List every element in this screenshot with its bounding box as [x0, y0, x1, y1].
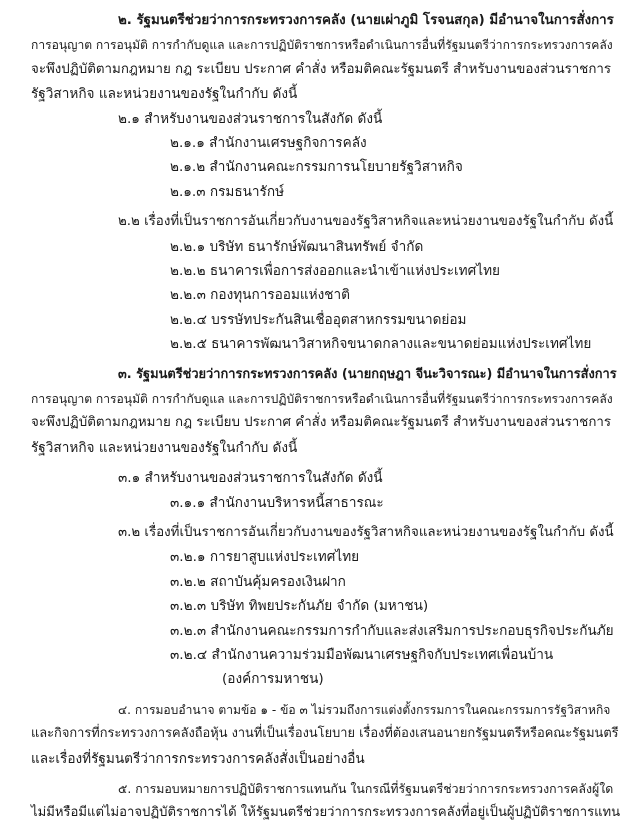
- section-4-line-1: ๔. การมอบอำนาจ ตามข้อ ๑ - ข้อ ๓ ไม่รวมถึงการแต่งตั้งกรรมการในคณะกรรมการรัฐวิสาหกิจ: [118, 703, 611, 717]
- list-item: ๓.๒.๑ การยาสูบแห่งประเทศไทย: [170, 549, 360, 565]
- section-2-1-heading: ๒.๑ สำหรับงานของส่วนราชการในสังกัด ดังนี้: [118, 111, 383, 127]
- list-item: ๒.๒.๕ ธนาคารพัฒนาวิสาหกิจขนาดกลางและขนาดย่อมแห่งประเทศไทย: [170, 336, 592, 352]
- section-4-line-3: และเรื่องที่รัฐมนตรีว่าการกระทรวงการคลังสั่งเป็นอย่างอื่น: [31, 751, 365, 767]
- list-item-continuation: (องค์การมหาชน): [222, 671, 324, 687]
- list-item: ๓.๒.๒ สถาบันคุ้มครองเงินฝาก: [170, 574, 346, 590]
- section-3-line-2: การอนุญาต การอนุมัติ การกำกับดูแล และการปฏิบัติราชการหรือดำเนินการอื่นที่รัฐมนตรีว่าการกระทรวงการคลัง: [31, 392, 613, 406]
- section-2-2-heading: ๒.๒ เรื่องที่เป็นราชการอันเกี่ยวกับงานของรัฐวิสาหกิจและหน่วยงานของรัฐในกำกับ ดังนี้: [118, 214, 614, 229]
- section-3-heading: ๓. รัฐมนตรีช่วยว่าการกระทรวงการคลัง (นายกฤษฎา จีนะวิจารณะ) มีอำนาจในการสั่งการ: [118, 367, 617, 382]
- list-item: ๓.๒.๓ สำนักงานคณะกรรมการกำกับและส่งเสริมการประกอบธุรกิจประกันภัย: [170, 623, 614, 639]
- list-item: ๒.๑.๑ สำนักงานเศรษฐกิจการคลัง: [170, 135, 367, 151]
- section-3-2-heading: ๓.๒ เรื่องที่เป็นราชการอันเกี่ยวกับงานของรัฐวิสาหกิจและหน่วยงานของรัฐในกำกับ ดังนี้: [118, 525, 614, 540]
- section-2-line-4: รัฐวิสาหกิจ และหน่วยงานของรัฐในกำกับ ดังนี้: [31, 86, 298, 102]
- list-item: ๓.๒.๔ สำนักงานความร่วมมือพัฒนาเศรษฐกิจกับประเทศเพื่อนบ้าน: [170, 647, 554, 663]
- section-2-line-2: การอนุญาต การอนุมัติ การกำกับดูแล และการปฏิบัติราชการหรือดำเนินการอื่นที่รัฐมนตรีว่าการกระทรวงการคลัง: [31, 38, 613, 52]
- list-item: ๒.๑.๒ สำนักงานคณะกรรมการนโยบายรัฐวิสาหกิจ: [170, 159, 463, 175]
- section-4-line-2: และกิจการที่กระทรวงการคลังถือหุ้น งานที่เป็นเรื่องนโยบาย เรื่องที่ต้องเสนอนายกรัฐมนตรีหรือคณะรัฐมนตรี: [31, 726, 619, 741]
- section-3-line-4: รัฐวิสาหกิจ และหน่วยงานของรัฐในกำกับ ดังนี้: [31, 440, 298, 456]
- list-item: ๓.๑.๑ สำนักงานบริหารหนี้สาธารณะ: [170, 495, 384, 511]
- section-5-line-2: ไม่มีหรือมีแต่ไม่อาจปฏิบัติราชการได้ ให้รัฐมนตรีช่วยว่าการกระทรวงการคลังที่อยู่เป็นผู้ปฏิบัติราชการแทน: [31, 805, 621, 820]
- list-item: ๒.๑.๓ กรมธนารักษ์: [170, 184, 285, 200]
- list-item: ๓.๒.๓ บริษัท ทิพยประกันภัย จำกัด (มหาชน): [170, 598, 429, 614]
- section-2-heading: ๒. รัฐมนตรีช่วยว่าการกระทรวงการคลัง (นายเผ่าภูมิ โรจนสกุล) มีอำนาจในการสั่งการ: [118, 13, 614, 28]
- list-item: ๒.๒.๑ บริษัท ธนารักษ์พัฒนาสินทรัพย์ จำกัด: [170, 239, 424, 255]
- section-2-line-3: จะพึงปฏิบัติตามกฎหมาย กฎ ระเบียบ ประกาศ คำสั่ง หรือมติคณะรัฐมนตรี สำหรับงานของส่วนราชการ: [31, 62, 612, 77]
- section-5-line-1: ๕. การมอบหมายการปฏิบัติราชการแทนกัน ในกรณีที่รัฐมนตรีช่วยว่าการกระทรวงการคลังผู้ใด: [118, 782, 614, 796]
- list-item: ๒.๒.๓ กองทุนการออมแห่งชาติ: [170, 287, 350, 303]
- list-item: ๒.๒.๔ บรรษัทประกันสินเชื่ออุตสาหกรรมขนาดย่อม: [170, 312, 467, 328]
- section-3-line-3: จะพึงปฏิบัติตามกฎหมาย กฎ ระเบียบ ประกาศ คำสั่ง หรือมติคณะรัฐมนตรี สำหรับงานของส่วนราชการ: [31, 415, 612, 430]
- list-item: ๒.๒.๒ ธนาคารเพื่อการส่งออกและนำเข้าแห่งประเทศไทย: [170, 263, 501, 279]
- section-3-1-heading: ๓.๑ สำหรับงานของส่วนราชการในสังกัด ดังนี้: [118, 470, 383, 486]
